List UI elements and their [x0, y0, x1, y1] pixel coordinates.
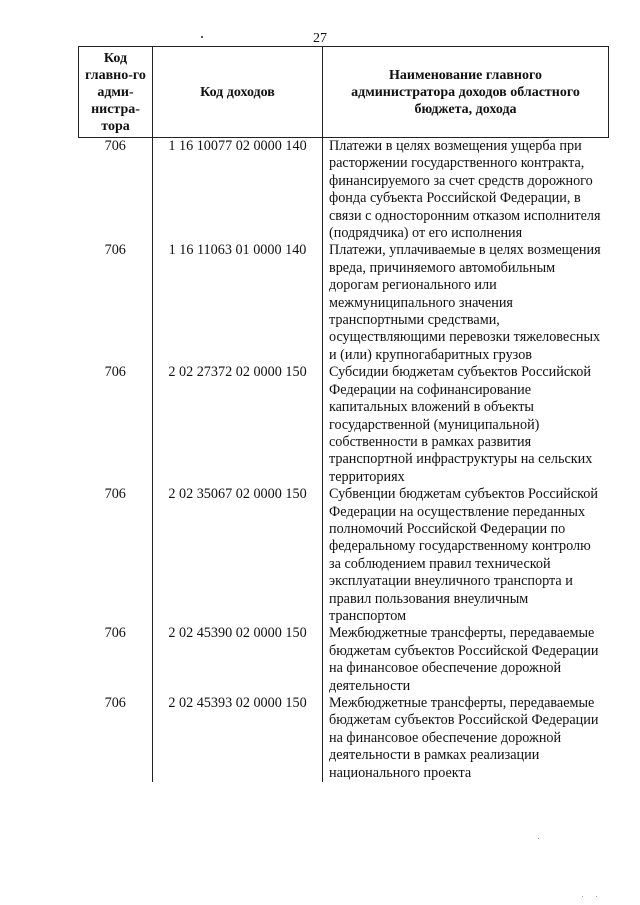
- table-row: [79, 625, 609, 695]
- table-row: [79, 695, 609, 782]
- admin-code-cell: 706: [79, 625, 153, 695]
- income-name-cell: Платежи в целях возмещения ущерба при расторжении государственного контракта, финансируемого за счет средств дорожного фонда субъекта Российской Федерации, в связи с односторонним отказом исполнителя (подрядчика) от его исполнения: [329, 138, 601, 242]
- header-income-code: Код доходов: [153, 47, 323, 138]
- income-code-cell: 2 02 35067 02 0000 150: [153, 486, 323, 625]
- income-name-cell: Субвенции бюджетам субъектов Российской Федерации на осуществление переданных полномочий Российской Федерации по федеральному государственному контролю за соблюдением правил технической эксплуатации внеуличного транспорта и правил пользования внеуличным транспортом: [329, 486, 598, 624]
- admin-code-cell: 706: [79, 486, 153, 625]
- page-number: 27: [313, 31, 327, 46]
- income-name-cell: Субсидии бюджетам субъектов Российской Федерации на софинансирование капитальных вложений в объекты государственной (муниципальной) собственности в рамках развития транспортной инфраструктуры на сельских территориях: [329, 364, 593, 485]
- income-code-cell: 2 02 27372 02 0000 150: [153, 364, 323, 486]
- income-code-cell: 2 02 45393 02 0000 150: [153, 695, 323, 782]
- income-code-cell: 2 02 45390 02 0000 150: [153, 625, 323, 695]
- admin-code-cell: 706: [79, 364, 153, 486]
- income-code-cell: 1 16 11063 01 0000 140: [153, 242, 323, 364]
- header-name: Наименование главного администратора доходов областного бюджета, дохода: [323, 47, 609, 138]
- income-name-cell: Платежи, уплачиваемые в целях возмещения вреда, причиняемого автомобильным дорогам регионального или межмуниципального значения транспортными средствами, осуществляющими перевозки тяжеловесных и (или) крупногабаритных грузов: [329, 242, 601, 363]
- scan-speck: [596, 896, 597, 897]
- table-row: [79, 486, 609, 625]
- table-header-row: [79, 47, 609, 138]
- header-admin-code: Код главно-го адми-нистра-тора: [79, 47, 153, 138]
- admin-code-cell: 706: [79, 242, 153, 364]
- table-row: [79, 242, 609, 364]
- scan-speck: [538, 838, 539, 839]
- income-name-cell: Межбюджетные трансферты, передаваемые бюджетам субъектов Российской Федерации на финансовое обеспечение дорожной деятельности в рамках реализации национального проекта: [329, 695, 599, 781]
- scan-speck: [582, 896, 583, 897]
- income-name-cell: Межбюджетные трансферты, передаваемые бюджетам субъектов Российской Федерации на финансовое обеспечение дорожной деятельности: [329, 625, 599, 694]
- income-code-cell: 1 16 10077 02 0000 140: [153, 138, 323, 243]
- scan-speck: [201, 36, 203, 38]
- table-row: [79, 138, 609, 243]
- admin-code-cell: 706: [79, 138, 153, 243]
- admin-code-cell: 706: [79, 695, 153, 782]
- income-codes-table: [78, 46, 609, 782]
- table-row: [79, 364, 609, 486]
